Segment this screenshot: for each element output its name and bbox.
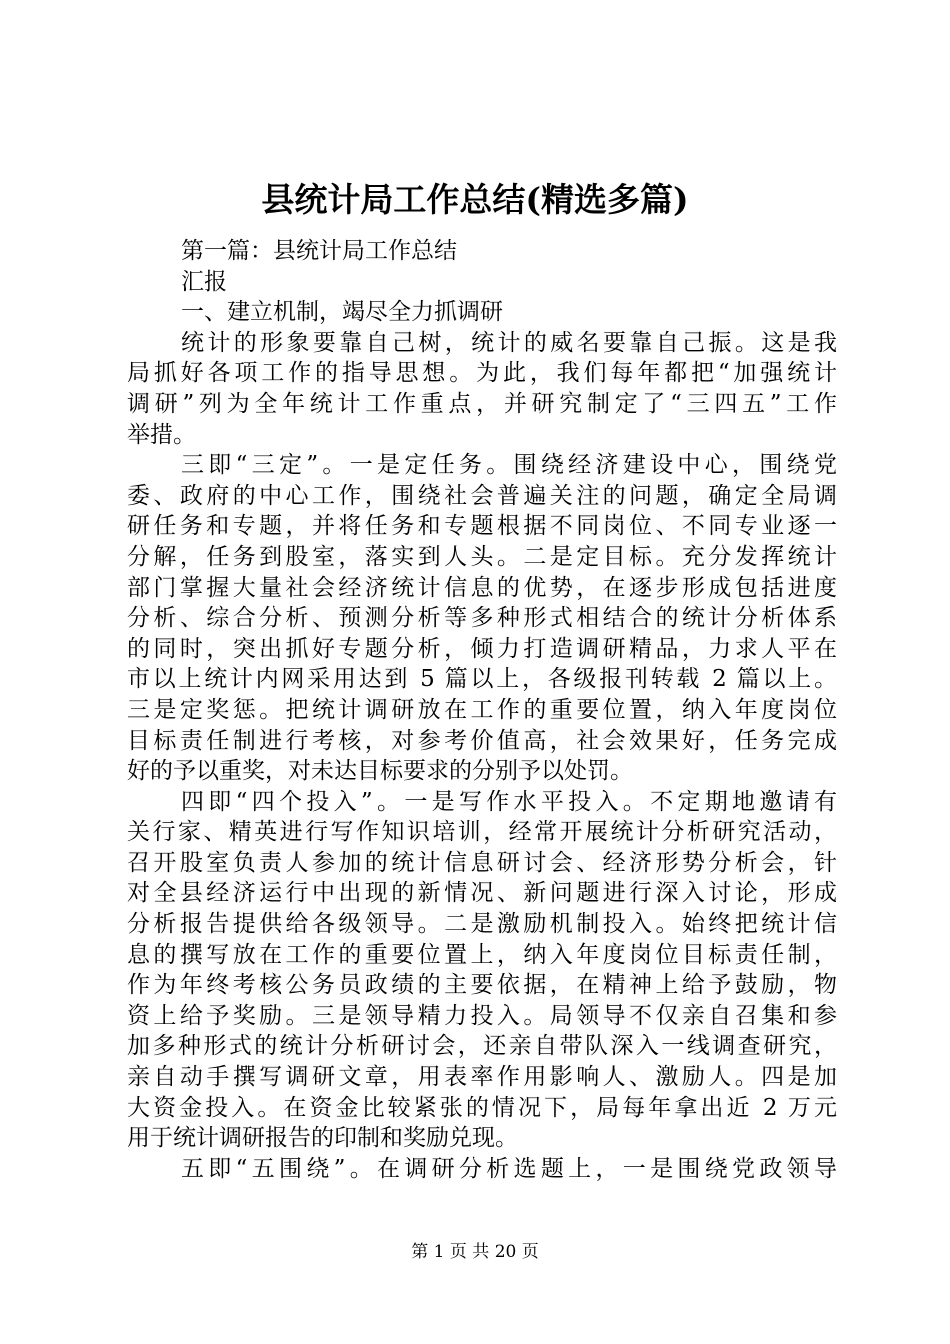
paragraph-line: 的同时，突出抓好专题分析，倾力打造调研精品，力求人平在: [127, 635, 837, 662]
paragraph-line: 分析、综合分析、预测分析等多种形式相结合的统计分析体系: [127, 605, 837, 632]
paragraph-line: 加多种形式的统计分析研讨会，还亲自带队深入一线调查研究，: [127, 1033, 837, 1060]
paragraph-line: 调研”列为全年统计工作重点，并研究制定了“三四五”工作: [127, 390, 837, 417]
paragraph-line: 一、建立机制，竭尽全力抓调研: [181, 299, 503, 326]
paragraph-line: 分析报告提供给各级领导。二是激励机制投入。始终把统计信: [127, 911, 837, 938]
paragraph-line: 汇报: [181, 268, 227, 295]
paragraph-line: 好的予以重奖，对未达目标要求的分别予以处罚。: [127, 758, 633, 785]
paragraph-line: 息的撰写放在工作的重要位置上，纳入年度岗位目标责任制，: [127, 941, 837, 968]
paragraph-line: 作为年终考核公务员政绩的主要依据，在精神上给予鼓励，物: [127, 972, 837, 999]
paragraph-line: 三是定奖惩。把统计调研放在工作的重要位置，纳入年度岗位: [127, 696, 837, 723]
document-title: 县统计局工作总结(精选多篇): [261, 180, 689, 219]
paragraph-line: 局抓好各项工作的指导思想。为此，我们每年都把“加强统计: [127, 360, 837, 387]
paragraph-line: 三即“三定”。一是定任务。围绕经济建设中心，围绕党: [181, 452, 837, 479]
paragraph-line: 关行家、精英进行写作知识培训，经常开展统计分析研究活动，: [127, 819, 837, 846]
paragraph-line: 部门掌握大量社会经济统计信息的优势，在逐步形成包括进度: [127, 574, 837, 601]
paragraph-line: 资上给予奖励。三是领导精力投入。局领导不仅亲自召集和参: [127, 1002, 837, 1029]
paragraph-line: 亲自动手撰写调研文章，用表率作用影响人、激励人。四是加: [127, 1064, 837, 1091]
paragraph-line: 召开股室负责人参加的统计信息研讨会、经济形势分析会，针: [127, 849, 837, 876]
document-body: [127, 236, 837, 1184]
paragraph-line: 五即“五围绕”。在调研分析选题上，一是围绕党政领导: [181, 1155, 837, 1182]
paragraph-line: 举措。: [127, 421, 196, 448]
paragraph-line: 对全县经济运行中出现的新情况、新问题进行深入讨论，形成: [127, 880, 837, 907]
paragraph-line: 统计的形象要靠自己树，统计的威名要靠自己振。这是我: [181, 329, 837, 356]
paragraph-line: 大资金投入。在资金比较紧张的情况下，局每年拿出近 2 万元: [127, 1094, 837, 1121]
paragraph-line: 研任务和专题，并将任务和专题根据不同岗位、不同专业逐一: [127, 513, 837, 540]
paragraph-line: 分解，任务到股室，落实到人头。二是定目标。充分发挥统计: [127, 543, 837, 570]
paragraph-line: 用于统计调研报告的印制和奖励兑现。: [127, 1125, 518, 1152]
paragraph-line: 四即“四个投入”。一是写作水平投入。不定期地邀请有: [181, 788, 837, 815]
paragraph-line: 委、政府的中心工作，围绕社会普遍关注的问题，确定全局调: [127, 482, 837, 509]
paragraph-line: 市以上统计内网采用达到 5 篇以上，各级报刊转载 2 篇以上。: [127, 666, 837, 693]
paragraph-line: 目标责任制进行考核，对参考价值高，社会效果好，任务完成: [127, 727, 837, 754]
page-footer: 第 1 页 共 20 页: [411, 1242, 539, 1262]
paragraph-line: 第一篇：县统计局工作总结: [181, 238, 457, 264]
